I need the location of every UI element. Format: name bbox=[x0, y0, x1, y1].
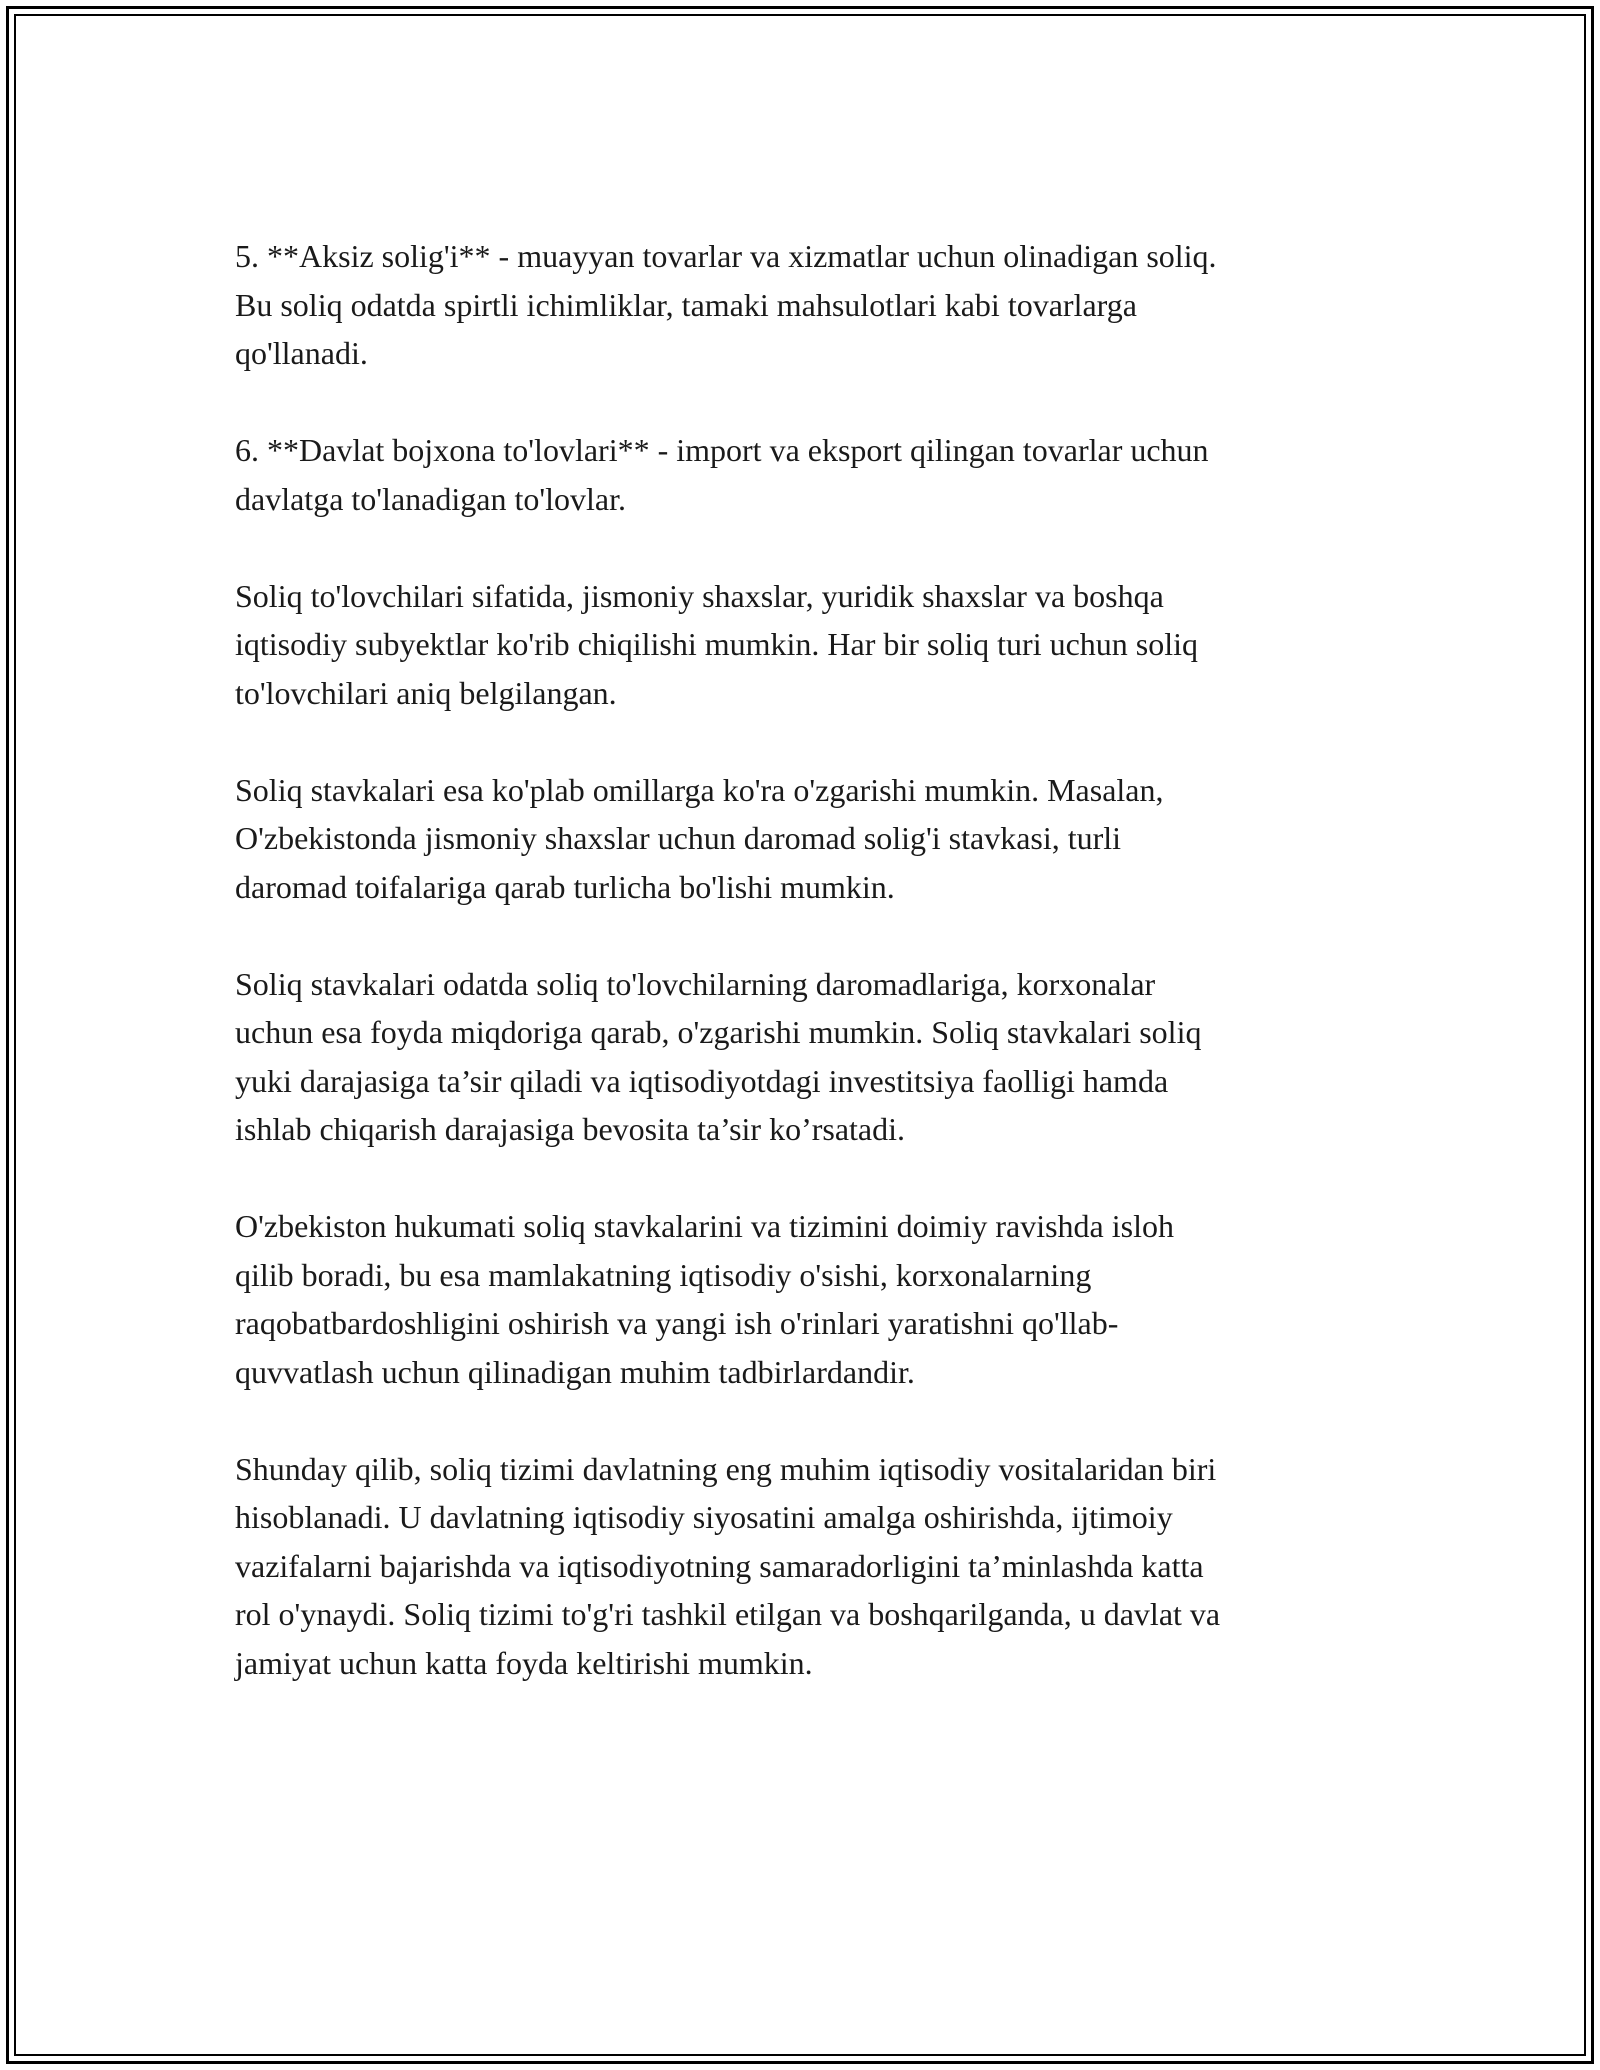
document-body bbox=[235, 232, 1395, 1736]
paragraph-xulosa bbox=[235, 1445, 1395, 1688]
text-line: Shunday qilib, soliq tizimi davlatning eng muhim iqtisodiy vositalaridan biri bbox=[235, 1450, 1217, 1487]
text-line: Soliq stavkalari odatda soliq to'lovchilarning daromadlariga, korxonalar bbox=[235, 965, 1156, 1002]
text-line: yuki darajasiga ta’sir qiladi va iqtisodiyotdagi investitsiya faolligi hamda bbox=[235, 1062, 1169, 1099]
text-line: to'lovchilari aniq belgilangan. bbox=[235, 674, 617, 711]
text-line: 6. **Davlat bojxona to'lovlari** - import va eksport qilingan tovarlar uchun bbox=[235, 432, 1209, 468]
text-line: iqtisodiy subyektlar ko'rib chiqilishi mumkin. Har bir soliq turi uchun soliq bbox=[235, 626, 1199, 662]
text-line: hisoblanadi. U davlatning iqtisodiy siyosatini amalga oshirishda, ijtimoiy bbox=[235, 1499, 1173, 1535]
text-line: 5. **Aksiz solig'i** - muayyan tovarlar va xizmatlar uchun olinadigan soliq. bbox=[235, 238, 1217, 274]
text-line: O'zbekiston hukumati soliq stavkalarini va tizimini doimiy ravishda isloh bbox=[235, 1208, 1174, 1244]
text-line: rol o'ynaydi. Soliq tizimi to'g'ri tashkil etilgan va boshqarilganda, u davlat va bbox=[235, 1596, 1221, 1632]
paragraph-hukumat-islohot bbox=[235, 1202, 1395, 1396]
text-line: quvvatlash uchun qilinadigan muhim tadbirlardandir. bbox=[235, 1353, 915, 1390]
text-line: Soliq stavkalari esa ko'plab omillarga ko'ra o'zgarishi mumkin. Masalan, bbox=[235, 771, 1164, 808]
text-line: qilib boradi, bu esa mamlakatning iqtisodiy o'sishi, korxonalarning bbox=[235, 1256, 1092, 1293]
text-line: uchun esa foyda miqdoriga qarab, o'zgarishi mumkin. Soliq stavkalari soliq bbox=[235, 1014, 1202, 1050]
paragraph-bojxona-tolovlari bbox=[235, 426, 1395, 523]
paragraph-soliq-stavkalari bbox=[235, 766, 1395, 912]
text-line: qo'llanadi. bbox=[235, 335, 368, 371]
paragraph-aksiz-soligi bbox=[235, 232, 1395, 378]
text-line: daromad toifalariga qarab turlicha bo'lishi mumkin. bbox=[235, 868, 895, 905]
paragraph-soliq-tolovchilari bbox=[235, 572, 1395, 718]
text-line: davlatga to'lanadigan to'lovlar. bbox=[235, 480, 626, 517]
text-line: vazifalarni bajarishda va iqtisodiyotning samaradorligini ta’minlashda katta bbox=[235, 1547, 1204, 1584]
text-line: Bu soliq odatda spirtli ichimliklar, tamaki mahsulotlari kabi tovarlarga bbox=[235, 286, 1137, 323]
text-line: raqobatbardoshligini oshirish va yangi ish o'rinlari yaratishni qo'llab- bbox=[235, 1305, 1119, 1341]
text-line: jamiyat uchun katta foyda keltirishi mumkin. bbox=[235, 1644, 813, 1681]
text-line: Soliq to'lovchilari sifatida, jismoniy shaxslar, yuridik shaxslar va boshqa bbox=[235, 577, 1164, 614]
text-line: ishlab chiqarish darajasiga bevosita ta’sir ko’rsatadi. bbox=[235, 1111, 906, 1147]
paragraph-stavkalar-daromad bbox=[235, 960, 1395, 1154]
text-line: O'zbekistonda jismoniy shaxslar uchun daromad solig'i stavkasi, turli bbox=[235, 820, 1122, 856]
